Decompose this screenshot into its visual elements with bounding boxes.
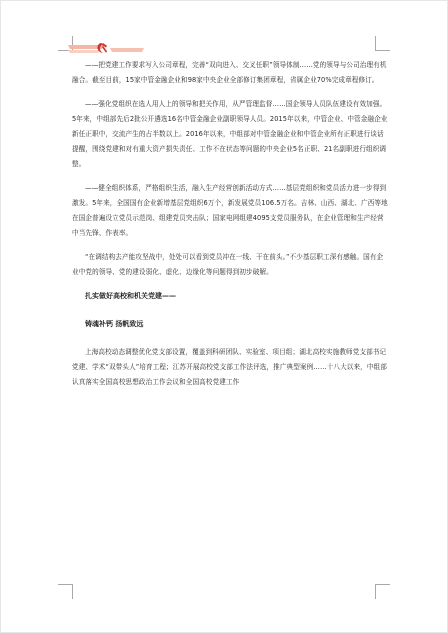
section-heading-universities: 扎实做好高校和机关党建—— — [85, 292, 176, 300]
party-emblem-header-decoration — [66, 40, 146, 56]
document-body — [72, 58, 388, 399]
crop-mark-top-right — [375, 36, 390, 51]
crop-mark-bottom-right — [375, 584, 390, 599]
paragraph-personnel-selection: ——强化党组织在选人用人上的领导和把关作用，从严管理监督……国企领导人员队伍建设有效加强。5年来，中组部先后2批公开遴选16名中管金融企业副职领导人员。2015年以来，中管企业、中管金融企业新任正职中，交流产生的占半数以上。2016年以来，中组部对中管金融企业和中管企业所有正职进行谈话提醒，围绕党建和对有重大资产损失责任、工作不在状态等问题的中央企业5名正职、21名副职进行组织调整。 — [72, 100, 388, 168]
subheading-slogan: 铸魂补钙 扬帆致远 — [85, 320, 144, 328]
paragraph-university-party-branches: 上海高校动态调整优化党支部设置，覆盖到科研团队、实验室、项目组；湖北高校实施教师党支部书记党建、学术“双带头人”培育工程；江苏开展高校党支部工作法评选，推广典型案例……十八大以来，中组部认真落实全国高校思想政治工作会议和全国高校党建工作 — [72, 348, 387, 386]
paragraph-worker-quote: “在调结构去产能攻坚战中，处处可以看到党员冲在一线、干在前头。”不少基层职工深有感触。国有企业中党的领导、党的建设弱化、虚化、边缘化等问题得到初步破解。 — [72, 253, 384, 276]
crop-mark-bottom-left — [58, 584, 73, 599]
paragraph-organization-system: ——健全组织体系，严格组织生活，融入生产经营创新活动方式……基层党组织和党员活力进一步得到激发。5年来，全国国有企业新增基层党组织6万个，新发展党员106.5万名。吉林、山西、湖北、广西等地在国企普遍设立党员示范岗、组建党员突击队；国家电网组建4095支党员服务队，在企业管理和生产经营中当先锋、作表率。 — [72, 184, 388, 237]
paragraph-enterprise-charter: ——把党建工作要求写入公司章程，完善“双向进入、交叉任职”领导体制……党的领导与公司治理有机融合。截至目前，15家中管金融企业和98家中央企业全部修订集团章程，省属企业70%完成章程修订。 — [72, 61, 387, 84]
